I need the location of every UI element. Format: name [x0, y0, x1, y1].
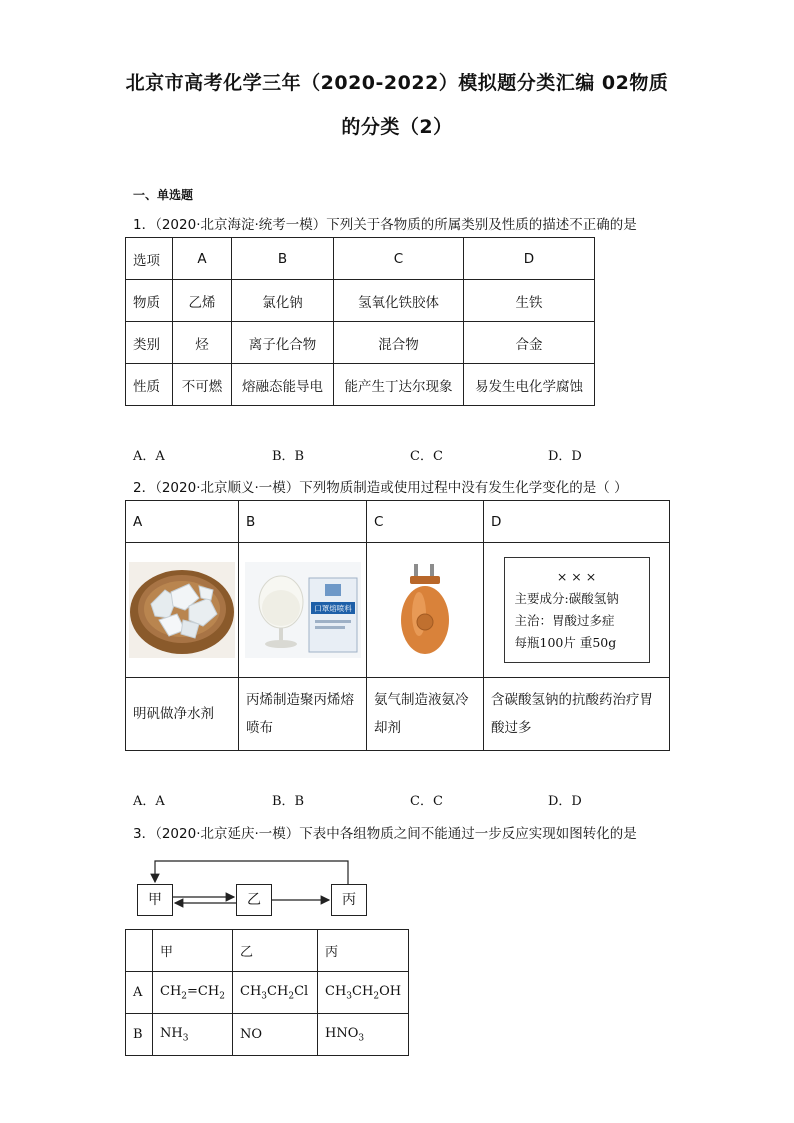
- table-cell: 物质: [126, 280, 173, 322]
- table-cell: A: [126, 972, 153, 1014]
- q1-options: [133, 445, 693, 463]
- table-cell: B: [239, 501, 367, 543]
- formula-no: NO: [233, 1014, 318, 1056]
- table-row: [126, 678, 670, 751]
- table-cell: 氢氧化铁胶体: [334, 280, 464, 322]
- table-cell: 易发生电化学腐蚀: [464, 364, 595, 406]
- label-indication: 主治：胃酸过多症: [514, 613, 615, 628]
- option-b[interactable]: B．B: [272, 449, 305, 464]
- section-heading: 一、单选题: [133, 188, 194, 202]
- q3-stem: 3．（2020·北京延庆·一模）下表中各组物质之间不能通过一步反应实现如图转化的是: [133, 826, 637, 842]
- table-cell: A: [126, 501, 239, 543]
- table-row: [126, 543, 670, 678]
- table-cell: 合金: [464, 322, 595, 364]
- table-cell: 烃: [173, 322, 232, 364]
- table-row: [126, 501, 670, 543]
- table-cell: D: [484, 501, 670, 543]
- table-cell: 类别: [126, 322, 173, 364]
- table-row: [126, 1014, 409, 1056]
- page-title-line1: 北京市高考化学三年（2020-2022）模拟题分类汇编 02物质: [125, 72, 669, 94]
- table-cell: [126, 930, 153, 972]
- q2-table: [125, 500, 670, 751]
- formula-ethylene: $CH_2=CH_2$: [153, 972, 233, 1014]
- table-cell: 乙烯: [173, 280, 232, 322]
- table-cell: [484, 543, 670, 678]
- table-cell: C: [367, 501, 484, 543]
- table-cell: B: [232, 238, 334, 280]
- table-cell: 丙烯制造聚丙烯熔喷布: [239, 678, 367, 751]
- table-cell: 性质: [126, 364, 173, 406]
- table-cell: 明矾做净水剂: [126, 678, 239, 751]
- page-title-line2: 的分类（2）: [341, 116, 453, 138]
- q3-table: [125, 929, 409, 1056]
- table-cell: C: [334, 238, 464, 280]
- q2-stem: 2．（2020·北京顺义·一模）下列物质制造或使用过程中没有发生化学变化的是（ ）: [133, 480, 628, 496]
- table-row: [126, 280, 595, 322]
- table-row: [126, 930, 409, 972]
- table-cell: 氨气制造液氨冷却剂: [367, 678, 484, 751]
- table-cell: [126, 543, 239, 678]
- polypropylene-powder-image: [245, 562, 361, 658]
- table-cell: 离子化合物: [232, 322, 334, 364]
- option-b[interactable]: B．B: [272, 794, 305, 809]
- table-cell: A: [173, 238, 232, 280]
- table-row: [126, 364, 595, 406]
- label-quantity: 每瓶100片 重50g: [514, 635, 617, 650]
- table-cell: 不可燃: [173, 364, 232, 406]
- table-cell: 熔融态能导电: [232, 364, 334, 406]
- table-cell: [367, 543, 484, 678]
- table-cell: 氯化钠: [232, 280, 334, 322]
- option-c[interactable]: C．C: [410, 794, 443, 809]
- label-ingredient: 主要成分:碳酸氢钠: [514, 591, 619, 606]
- table-cell: 丙: [318, 930, 409, 972]
- option-a[interactable]: A．A: [133, 794, 165, 809]
- alum-crystals-image: [129, 562, 235, 658]
- option-d[interactable]: D．D: [548, 794, 582, 809]
- table-cell: 选项: [126, 238, 173, 280]
- option-c[interactable]: C．C: [410, 449, 443, 464]
- table-cell: 混合物: [334, 322, 464, 364]
- arrow-bing-to-jia: [155, 861, 348, 885]
- medicine-label-image: [504, 557, 650, 663]
- q2-options: [133, 790, 693, 808]
- q1-stem: 1．（2020·北京海淀·统考一模）下列关于各物质的所属类别及性质的描述不正确的是: [133, 217, 637, 233]
- table-cell: D: [464, 238, 595, 280]
- option-a[interactable]: A．A: [133, 449, 165, 464]
- formula-ammonia: $NH_3$: [153, 1014, 233, 1056]
- table-cell: 乙: [233, 930, 318, 972]
- table-row: [126, 238, 595, 280]
- option-d[interactable]: D．D: [548, 449, 582, 464]
- refrigerant-cylinder-image: [398, 562, 452, 658]
- table-cell: 甲: [153, 930, 233, 972]
- table-row: [126, 972, 409, 1014]
- node-bing: 丙: [331, 884, 367, 916]
- formula-ethanol: $CH_3CH_2OH$: [318, 972, 409, 1014]
- bag-label-text: 口罩熔喷料: [313, 604, 352, 613]
- table-row: [126, 322, 595, 364]
- node-yi: 乙: [236, 884, 272, 916]
- label-brand: × × ×: [556, 569, 597, 584]
- table-cell: 能产生丁达尔现象: [334, 364, 464, 406]
- table-cell: 生铁: [464, 280, 595, 322]
- q1-table: [125, 237, 595, 406]
- formula-nitric-acid: $HNO_3$: [318, 1014, 409, 1056]
- node-jia: 甲: [137, 884, 173, 916]
- table-cell: B: [126, 1014, 153, 1056]
- table-cell: [239, 543, 367, 678]
- formula-chloroethane: $CH_3CH_2Cl$: [233, 972, 318, 1014]
- table-cell: 含碳酸氢钠的抗酸药治疗胃酸过多: [484, 678, 670, 751]
